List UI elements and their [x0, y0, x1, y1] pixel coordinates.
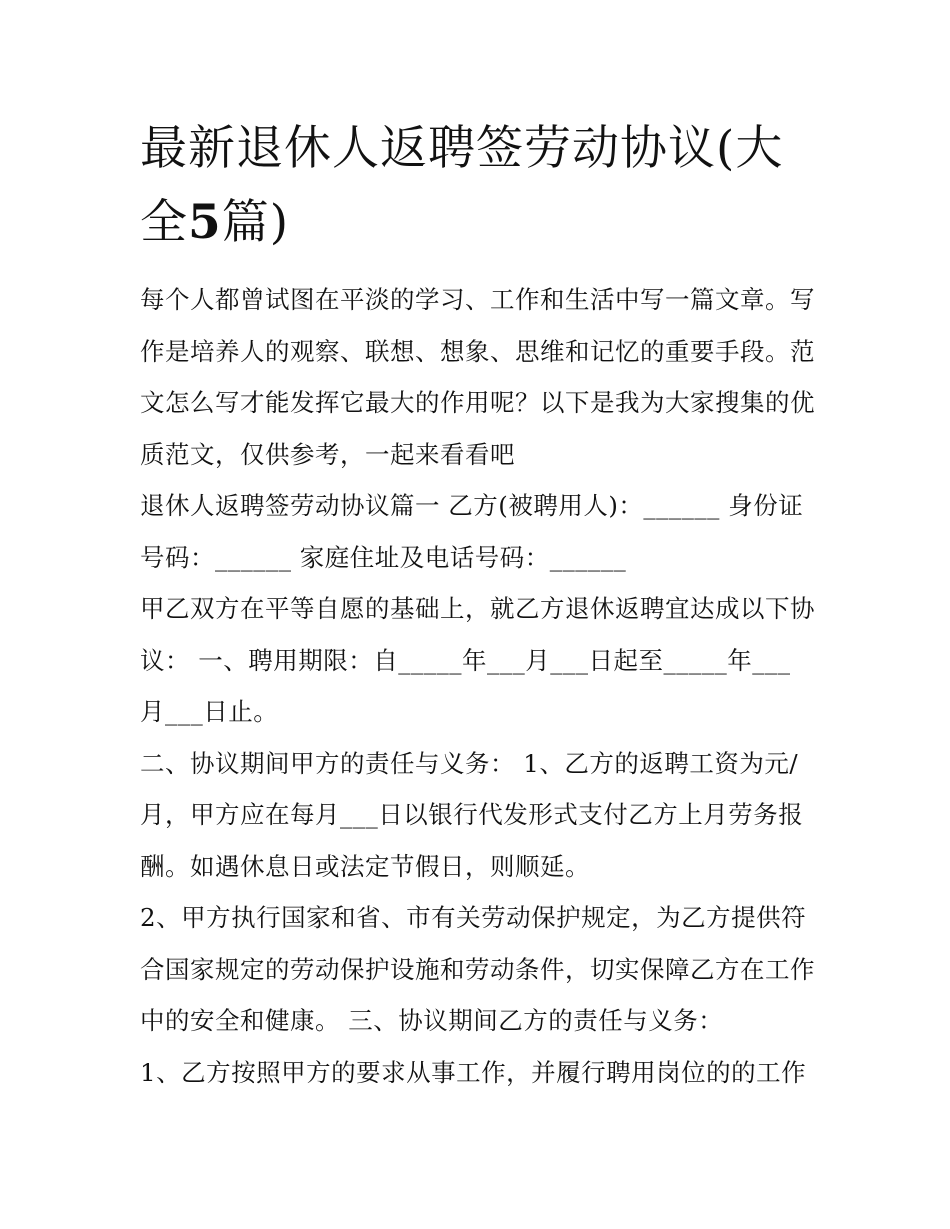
title-line-2-prefix: 全: [140, 195, 188, 250]
document-body: [140, 112, 815, 1098]
party-info-paragraph: 退休人返聘签劳动协议篇一 乙方(被聘用人)：______ 身份证号码：______ 家庭住址及电话号码：______: [140, 491, 804, 572]
term-paragraph: 甲乙双方在平等自愿的基础上，就乙方退休返聘宜达成以下协议： 一、聘用期限：自_____年___月___日起至_____年___月___日止。: [140, 594, 815, 726]
title-line-1: 最新退休人返聘签劳动协议(大: [140, 121, 784, 176]
document-title: [140, 112, 815, 260]
title-line-2-suffix: 篇): [221, 195, 290, 250]
party-a-duties-paragraph: 二、协议期间甲方的责任与义务： 1、乙方的返聘工资为元/月，甲方应在每月___日以银行代发形式支付乙方上月劳务报酬。如遇休息日或法定节假日，则顺延。: [140, 748, 804, 881]
party-b-duties-paragraph: 1、乙方按照甲方的要求从事工作，并履行聘用岗位的的工作: [140, 1057, 807, 1087]
intro-paragraph: 每个人都曾试图在平淡的学习、工作和生活中写一篇文章。写作是培养人的观察、联想、想象、思维和记忆的重要手段。范文怎么写才能发挥它最大的作用呢？以下是我为大家搜集的优质范文，仅供参考，一起来看看吧: [140, 285, 815, 469]
labor-protection-paragraph: 2、甲方执行国家和省、市有关劳动保护规定，为乙方提供符合国家规定的劳动保护设施和劳动条件，切实保障乙方在工作中的安全和健康。 三、协议期间乙方的责任与义务：: [140, 903, 815, 1035]
title-number: 5: [188, 195, 222, 250]
